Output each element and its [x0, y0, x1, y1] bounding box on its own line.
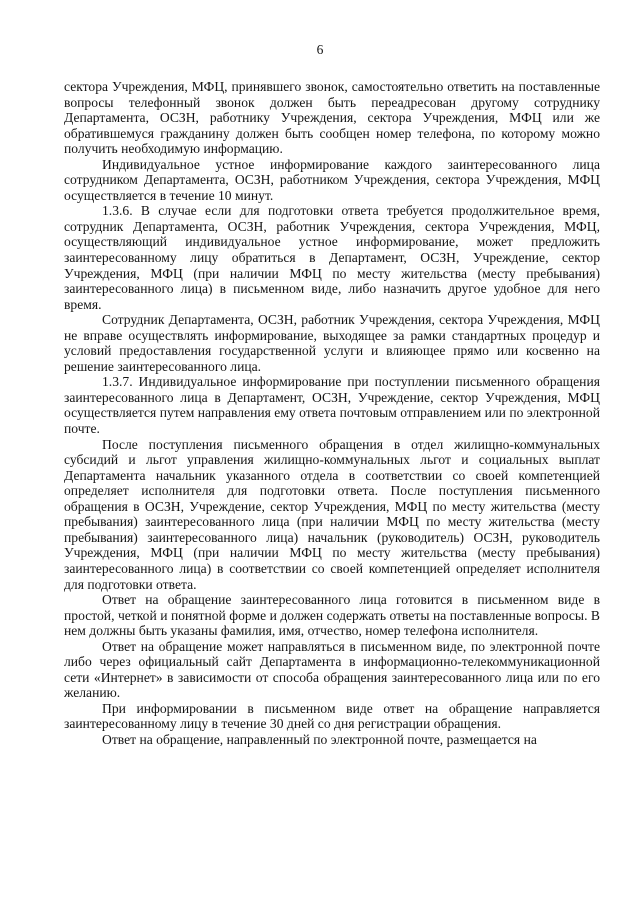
document-body	[64, 79, 600, 748]
page-number: 6	[316, 42, 324, 57]
paragraph-informing-limits: Сотрудник Департамента, ОСЗН, работник Учреждения, сектора Учреждения, МФЦ не вправе осуществлять информирование, выходящее за рамки стандартных процедур и условий предоставления государственной услуги и влияющее прямо или косвенно на решение заинтересованного лица.	[64, 312, 600, 374]
paragraph-1-3-6: 1.3.6. В случае если для подготовки ответа требуется продолжительное время, сотрудник Департамента, ОСЗН, работник Учреждения, сектора Учреждения, МФЦ, осуществляющий индивидуальное устное информирование, может предложить заинтересованному лицу обратиться в Департамент, ОСЗН, Учреждение, сектор Учреждения, МФЦ (при наличии МФЦ по месту жительства (месту пребывания) заинтересованного лица) в письменном виде, либо назначить другое удобное для него время.	[64, 203, 600, 312]
paragraph-response-deadline: При информировании в письменном виде ответ на обращение направляется заинтересованному лицу в течение 30 дней со дня регистрации обращения.	[64, 700, 600, 732]
paragraph-email-response: Ответ на обращение, направленный по электронной почте, размещается на	[102, 731, 537, 747]
paragraph-1-3-7: 1.3.7. Индивидуальное информирование при поступлении письменного обращения заинтересованного лица в Департамент, ОСЗН, Учреждение, сектор Учреждения, МФЦ осуществляется путем направления ему ответа почтовым отправлением или по электронной почте.	[64, 374, 600, 437]
paragraph-written-appeal-processing: После поступления письменного обращения в отдел жилищно-коммунальных субсидий и льгот управления жилищно-коммунальных льгот и социальных выплат Департамента начальник указанного отдела в соответствии со своей компетенцией определяет исполнителя для подготовки ответа. После поступления письменного обращения в ОСЗН, Учреждение, сектор Учреждения, МФЦ по месту жительства (месту пребывания) заинтересованного лица (при наличии МФЦ по месту жительства (месту пребывания) заинтересованного лица) начальник (руководитель) ОСЗН, руководитель Учреждения, МФЦ (при наличии МФЦ по месту жительства (месту пребывания) заинтересованного лица) в соответствии со своей компетенцией определяет исполнителя для подготовки ответа.	[64, 436, 600, 592]
paragraph-response-channels: Ответ на обращение может направляться в письменном виде, по электронной почте либо через официальный сайт Департамента в информационно-телекоммуникационной сети «Интернет» в зависимости от способа обращения заинтересованного лица или по его желанию.	[64, 638, 600, 701]
paragraph-response-format: Ответ на обращение заинтересованного лица готовится в письменном виде в простой, четкой и понятной форме и должен содержать ответы на поставленные вопросы. В нем должны быть указаны фамилия, имя, отчество, номер телефона исполнителя.	[64, 592, 600, 639]
paragraph-oral-informing-duration: Индивидуальное устное информирование каждого заинтересованного лица сотрудником Департамента, ОСЗН, работником Учреждения, сектора Учреждения, МФЦ осуществляется в течение 10 минут.	[64, 156, 600, 203]
paragraph-continuation: сектора Учреждения, МФЦ, принявшего звонок, самостоятельно ответить на поставленные вопросы телефонный звонок должен быть переадресован другому сотруднику Департамента, ОСЗН, работнику Учреждения, сектора Учреждения, МФЦ или же обратившемуся гражданину должен быть сообщен номер телефона, по которому можно получить необходимую информацию.	[64, 79, 600, 157]
